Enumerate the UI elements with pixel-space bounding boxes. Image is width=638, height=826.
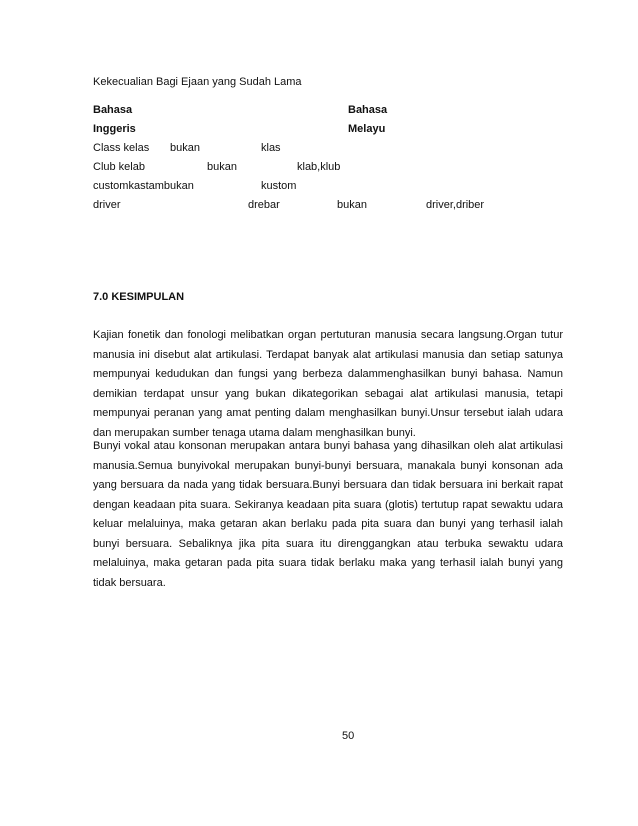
page-number: 50 xyxy=(342,730,355,742)
table-header-left-line1: Bahasa xyxy=(93,104,133,116)
table-header-left-line2: Inggeris xyxy=(93,123,136,135)
table-cell: bukan xyxy=(170,142,200,154)
table-cell: customkastambukan xyxy=(93,180,194,192)
section-title: 7.0 KESIMPULAN xyxy=(93,291,185,303)
table-header-right-line1: Bahasa xyxy=(348,104,388,116)
table-cell: bukan xyxy=(337,199,367,211)
table-cell: bukan xyxy=(207,161,237,173)
table-cell: driver xyxy=(93,199,121,211)
table-cell: drebar xyxy=(248,199,280,211)
table-cell: klas xyxy=(261,142,281,154)
table-cell: Club kelab xyxy=(93,161,145,173)
table-cell: klab,klub xyxy=(297,161,341,173)
table-cell: Class kelas xyxy=(93,142,150,154)
paragraph: Kajian fonetik dan fonologi melibatkan organ pertuturan manusia secara langsung.Organ tutur manusia ini disebut alat artikulasi. Terdapat banyak alat artikulasi manusia dan setiap satunya mempunyai kedudukan dan fungsi yang berbeza dalammenghasilkan bunyi bahasa. Namun demikian terdapat unsur yang bukan dikategorikan sebagai alat artikulasi manusia, tetapi mempunyai peranan yang amat penting dalam menghasilkan bunyi.Unsur tersebut ialah udara dan merupakan sumber tenaga utama dalam menghasilkan bunyi. xyxy=(93,329,563,439)
table-cell: kustom xyxy=(261,180,297,192)
table-cell: driver,driber xyxy=(426,199,485,211)
paragraph: Bunyi vokal atau konsonan merupakan antara bunyi bahasa yang dihasilkan oleh alat artikulasi manusia.Semua bunyivokal merupakan bunyi-bunyi bersuara, manakala bunyi konsonan ada yang bersuara da nada yang tidak bersuara.Bunyi bersuara dan tidak bersuara ini berkait rapat dengan keadaan pita suara. Sekiranya keadaan pita suara (glotis) tertutup rapat sewaktu udara keluar melaluinya, maka getaran akan berlaku pada pita suara dan bunyi yang terhasil ialah bunyi bersuara. Sebaliknya jika pita suara itu direnggangkan atau terbuka sewaktu udara melaluinya, maka getaran pada pita suara tidak berlaku maka yang terhasil ialah bunyi yang tidak bersuara. xyxy=(93,440,563,589)
table-header-right-line2: Melayu xyxy=(348,123,386,135)
intro-heading: Kekecualian Bagi Ejaan yang Sudah Lama xyxy=(93,76,302,88)
